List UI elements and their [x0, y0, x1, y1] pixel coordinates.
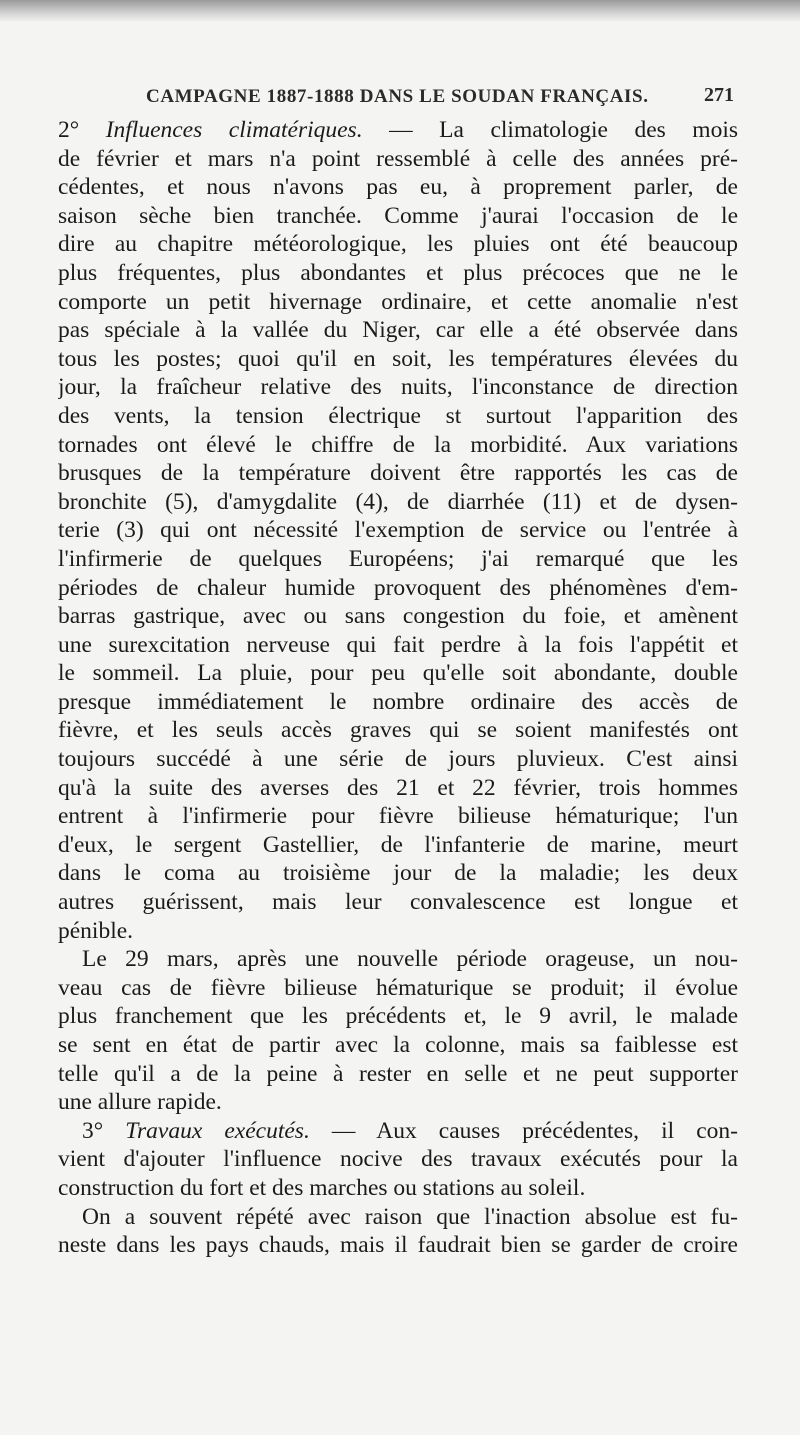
line-text: Le 29 mars, après une nouvelle période orageuse, un nou-	[82, 946, 738, 973]
line-text: saison sèche bien tranchée. Comme j'aurai l'occasion de le	[58, 202, 738, 229]
line-text: plus franchement que les précédents et, le 9 avril, le malade	[58, 1003, 738, 1030]
line-text: se sent en état de partir avec la colonne, mais sa faiblesse est	[58, 1032, 738, 1058]
text-line	[58, 288, 738, 317]
line-text: tornades ont élevé le chiffre de la morbidité. Aux variations	[58, 431, 738, 458]
text-line	[58, 316, 738, 345]
text-line	[58, 202, 738, 231]
line-text: qu'à la suite des averses des 21 et 22 février, trois hommes	[58, 774, 738, 801]
line-text: telle qu'il a de la peine à rester en selle et ne peut supporter	[58, 1060, 738, 1087]
line-text: une allure rapide.	[58, 1089, 222, 1116]
line-text: fièvre, et les seuls accès graves qui se soient manifestés ont	[58, 717, 738, 744]
section-number: 2°	[58, 117, 106, 143]
line-text: bronchite (5), d'amygdalite (4), de diarrhée (11) et de dysen-	[58, 488, 738, 515]
running-head: CAMPAGNE 1887-1888 DANS LE SOUDAN FRANÇAIS.	[146, 86, 649, 107]
text-line	[58, 974, 738, 1003]
text-line	[58, 373, 738, 402]
line-text: pénible.	[58, 917, 134, 944]
text-line	[58, 1203, 738, 1232]
body-text	[58, 116, 738, 1260]
line-text: le sommeil. La pluie, pour peu qu'elle soit abondante, double	[58, 660, 738, 687]
text-line	[58, 831, 738, 860]
paragraph	[58, 1117, 738, 1203]
text-line	[58, 1031, 738, 1060]
text-line	[58, 745, 738, 774]
text-line	[58, 402, 738, 431]
line-text: entrent à l'infirmerie pour fièvre bilieuse hématurique; l'un	[58, 803, 738, 830]
section-heading: Travaux exécutés.	[125, 1117, 310, 1144]
text-line	[58, 345, 738, 374]
line-text: des vents, la tension électrique st surtout l'apparition des	[58, 402, 738, 429]
line-text: neste dans les pays chauds, mais il faudrait bien se garder de croire	[58, 1232, 738, 1259]
line-text: de février et mars n'a point ressemblé à celle des années pré-	[58, 145, 738, 172]
text-line	[58, 917, 738, 946]
text-line	[58, 488, 738, 517]
line-text: construction du fort et des marches ou stations au soleil.	[58, 1174, 586, 1201]
text-line	[58, 1145, 738, 1174]
text-line	[58, 631, 738, 660]
text-line	[58, 602, 738, 631]
line-text: terie (3) qui ont nécessité l'exemption de service ou l'entrée à	[58, 517, 738, 544]
line-text: veau cas de fièvre bilieuse hématurique se produit; il évolue	[58, 974, 738, 1001]
text-line	[58, 1088, 738, 1117]
text-line	[58, 1117, 738, 1146]
line-text: toujours succédé à une série de jours pluvieux. C'est ainsi	[58, 746, 738, 773]
line-text: — La climatologie des mois	[362, 117, 738, 143]
paragraph	[58, 116, 738, 945]
text-line	[58, 774, 738, 803]
line-text: périodes de chaleur humide provoquent des phénomènes d'em-	[58, 574, 738, 601]
line-text: pas spéciale à la vallée du Niger, car elle a été observée dans	[58, 317, 738, 344]
line-text: presque immédiatement le nombre ordinaire des accès de	[58, 688, 738, 715]
text-line	[58, 259, 738, 288]
line-text: cédentes, et nous n'avons pas eu, à proprement parler, de	[58, 174, 738, 201]
line-text: d'eux, le sergent Gastellier, de l'infanterie de marine, meurt	[58, 831, 738, 858]
line-text: brusques de la température doivent être rapportés les cas de	[58, 460, 738, 487]
text-line	[58, 516, 738, 545]
scan-edge-shadow	[0, 0, 800, 22]
text-line	[58, 1002, 738, 1031]
line-text: plus fréquentes, plus abondantes et plus précoces que ne le	[58, 259, 738, 286]
text-line	[58, 945, 738, 974]
text-line	[58, 431, 738, 460]
line-text: comporte un petit hivernage ordinaire, et cette anomalie n'est	[58, 288, 738, 315]
paragraph	[58, 1203, 738, 1260]
text-line	[58, 1060, 738, 1089]
text-line	[58, 1231, 738, 1260]
text-line	[58, 716, 738, 745]
paragraph	[58, 945, 738, 1117]
line-text: une surexcitation nerveuse qui fait perdre à la fois l'appétit et	[58, 631, 738, 658]
text-line	[58, 173, 738, 202]
line-text: l'infirmerie de quelques Européens; j'ai remarqué que les	[58, 545, 738, 572]
text-line	[58, 459, 738, 488]
line-text: tous les postes; quoi qu'il en soit, les températures élevées du	[58, 345, 738, 372]
text-line	[58, 888, 738, 917]
text-line	[58, 859, 738, 888]
text-line	[58, 145, 738, 174]
text-line	[58, 659, 738, 688]
text-line	[58, 545, 738, 574]
line-text: jour, la fraîcheur relative des nuits, l'inconstance de direction	[58, 374, 738, 401]
text-line	[58, 688, 738, 717]
line-text: dans le coma au troisième jour de la maladie; les deux	[58, 860, 738, 887]
line-text: autres guérissent, mais leur convalescence est longue et	[58, 889, 738, 916]
text-line	[58, 116, 738, 145]
section-number: 3°	[82, 1117, 126, 1144]
line-text: vient d'ajouter l'influence nocive des travaux exécutés pour la	[58, 1146, 738, 1173]
line-text: dire au chapitre météorologique, les pluies ont été beaucoup	[58, 231, 738, 258]
text-line	[58, 574, 738, 603]
page-number: 271	[704, 84, 734, 106]
section-heading: Influences climatériques.	[105, 117, 363, 143]
line-text: — Aux causes précédentes, il con-	[309, 1117, 738, 1144]
text-line	[58, 802, 738, 831]
text-line	[58, 230, 738, 259]
line-text: barras gastrique, avec ou sans congestion du foie, et amènent	[58, 603, 738, 630]
line-text: On a souvent répété avec raison que l'inaction absolue est fu-	[82, 1203, 738, 1230]
text-line	[58, 1174, 738, 1203]
